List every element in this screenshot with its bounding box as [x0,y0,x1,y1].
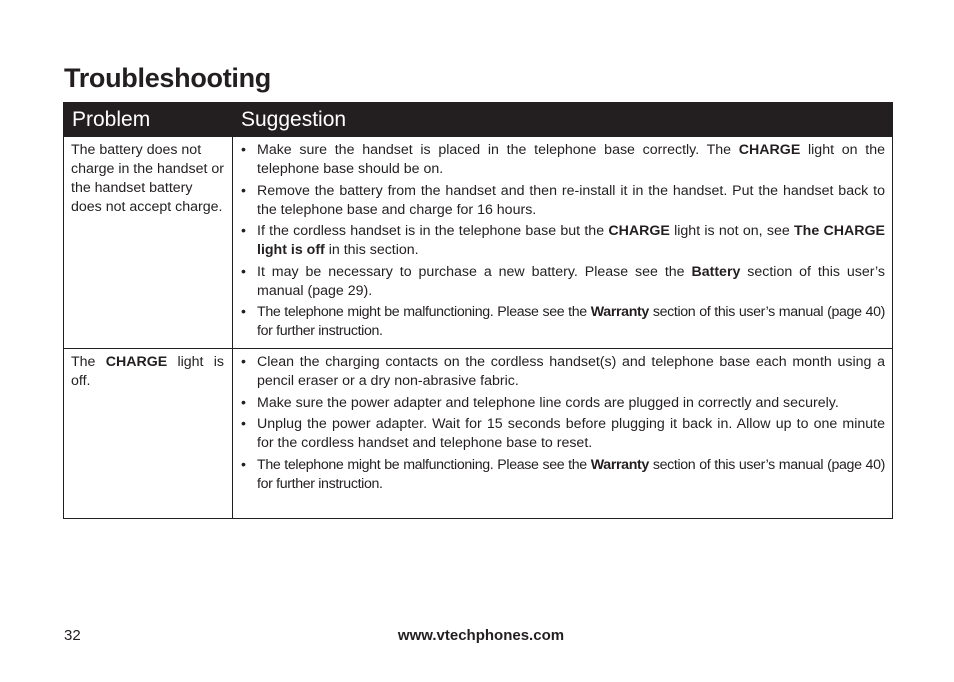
suggestion-item [239,263,885,301]
text-run: The telephone might be malfunctioning. Please see the [257,456,591,473]
text-run: section of this user’s manual (page 40) for further instruction. [257,456,885,492]
suggestion-list [239,353,885,494]
bold-text: Battery [691,263,741,280]
bold-text: CHARGE [738,142,801,158]
problem-cell [64,349,233,519]
suggestion-item [239,222,885,260]
bullet-icon: • [241,223,246,239]
suggestion-item [239,182,885,220]
suggestion-list [239,141,885,341]
bold-text: The CHARGE light is off [257,223,885,258]
table-header-row [64,103,893,137]
text-run: section of this user’s manual (page 40) for further instruction. [257,304,885,339]
suggestion-cell [233,137,893,349]
table-row [64,137,893,349]
bullet-icon: • [241,416,246,432]
suggestion-column-header: Suggestion [233,103,893,137]
text-run: It may be necessary to purchase a new battery. Please see the [257,263,692,280]
bullet-icon: • [241,354,246,370]
bold-text: Warranty [590,456,649,473]
suggestion-item [239,303,885,341]
text-run: If the cordless handset is in the telephone base but the [257,223,609,239]
bullet-icon: • [241,182,246,199]
text-run: light is off. [71,354,225,389]
text-run: in this section. [324,242,419,258]
text-run: The [71,354,106,370]
text-run: Make sure the power adapter and telephone line cords are plugged in correctly and securely. [257,394,839,411]
footer-url: www.vtechphones.com [397,627,565,644]
text-run: light is not on, see [669,223,795,239]
text-run: section of this user’s manual (page 29). [257,263,885,299]
bullet-icon: • [241,394,246,411]
text-run: The telephone might be malfunctioning. Please see the [257,304,591,320]
text-run: Remove the battery from the handset and then re-install it in the handset. Put the handset back to the telephone base and charge for 16 hours. [257,182,885,218]
troubleshooting-table [63,102,893,519]
bullet-icon: • [241,304,246,320]
bold-text: CHARGE [105,354,168,370]
suggestion-item [239,353,885,391]
problem-column-header: Problem [64,103,233,137]
page-title: Troubleshooting [64,63,271,93]
text-run: Unplug the power adapter. Wait for 15 seconds before plugging it back in. Allow up to one minute for the cordless handset and telephone base to reset. [257,416,885,451]
bullet-icon: • [241,263,246,280]
suggestion-item [239,141,885,179]
suggestion-item [239,456,885,494]
table-row [64,349,893,519]
text-run: Clean the charging contacts on the cordless handset(s) and telephone base each month using a pencil eraser or a dry non-abrasive fabric. [257,354,885,389]
problem-cell: The battery does not charge in the handset or the handset battery does not accept charge. [64,137,233,349]
bold-text: Warranty [590,304,649,320]
text-run: light on the telephone base should be on. [257,142,885,177]
suggestion-item [239,394,885,413]
suggestion-item [239,415,885,453]
bullet-icon: • [241,142,246,158]
bold-text: CHARGE [608,223,670,239]
text-run: Make sure the handset is placed in the telephone base correctly. The [257,142,739,158]
suggestion-cell [233,349,893,519]
page-number: 32 [64,627,81,644]
bullet-icon: • [241,456,246,473]
